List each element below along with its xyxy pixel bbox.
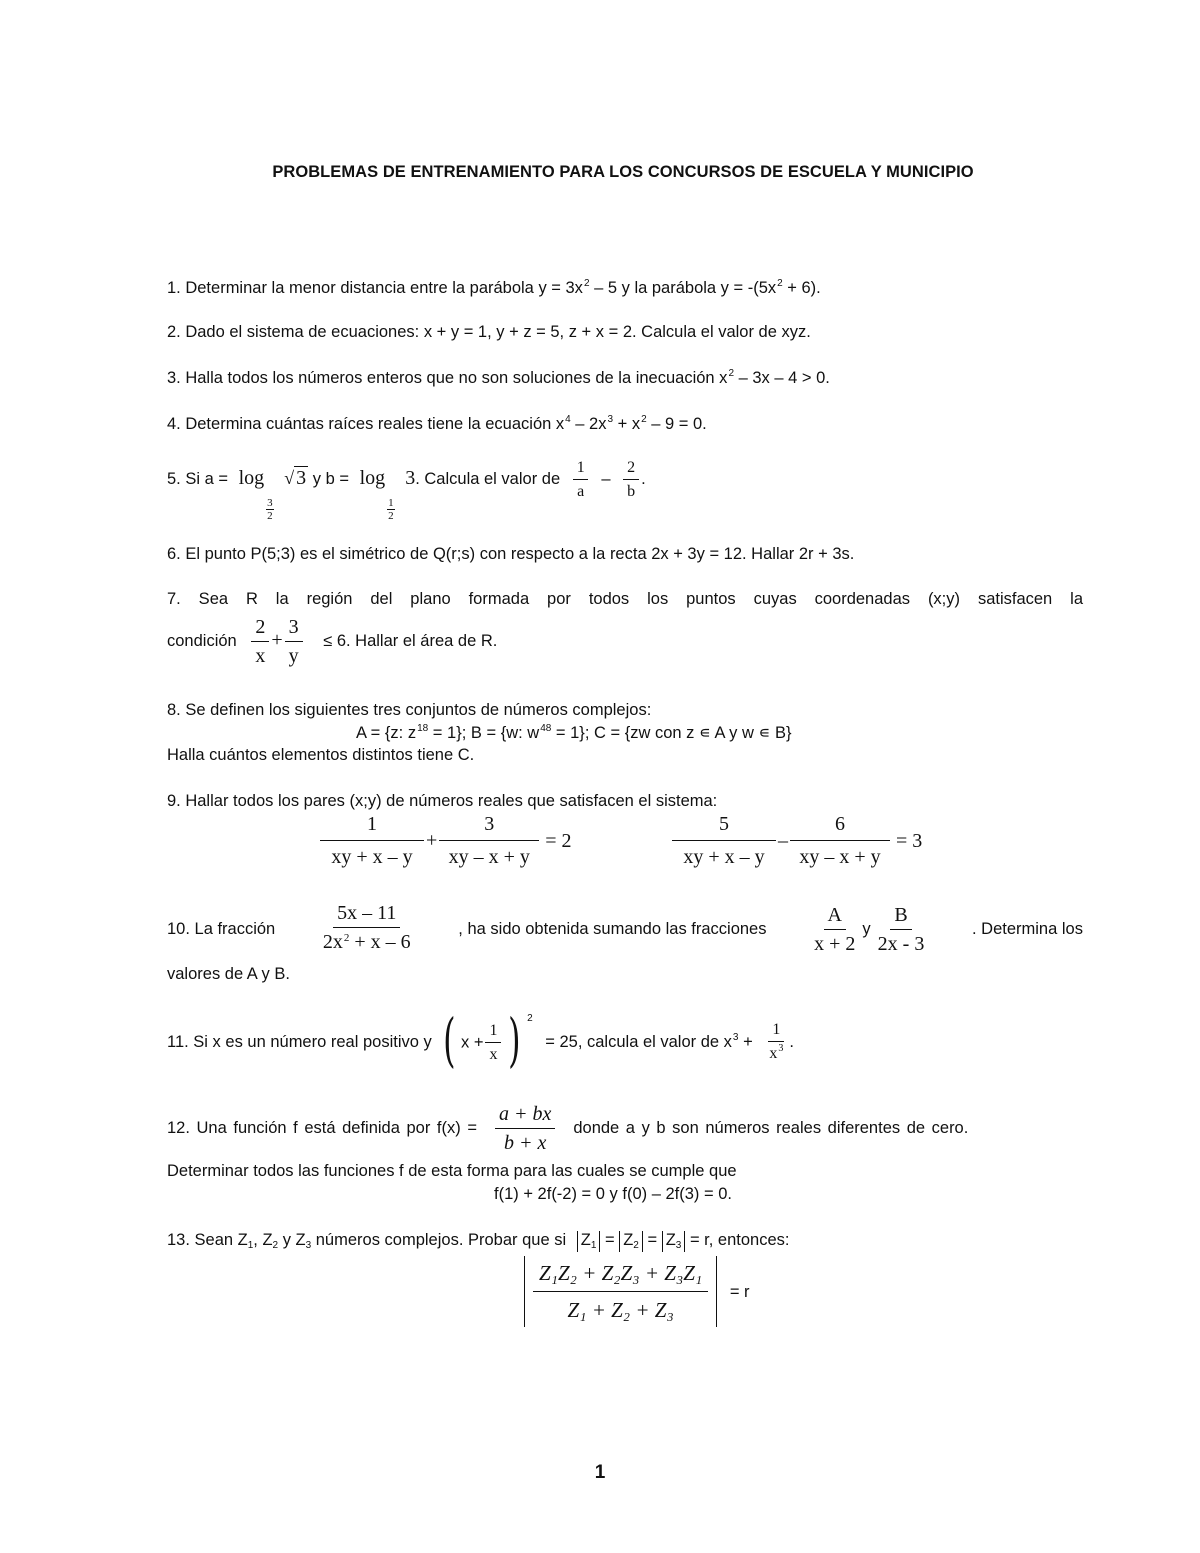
problem-12-line-1: 12. Una función f está definida por f(x) = $\frac{a + bx}{b + x}$ donde a y b son números reales diferentes de cero. [167, 1102, 969, 1154]
problem-1: 1. Determinar la menor distancia entre la parábola $y = 3x^2 - 5$ y la parábola $y = -(5x^2 + 6)$. [167, 278, 821, 297]
sqrt-symbol: √ [284, 468, 295, 488]
abs-z2: $Z_2$ [619, 1231, 643, 1252]
problem-2: 2. Dado el sistema de ecuaciones: x + y = 1, y + z = 5, z + x = 2. Calcula el valor de xyz. [167, 323, 811, 341]
abs-z3: $Z_3$ [662, 1231, 686, 1252]
page-number: 1 [594, 1462, 606, 1483]
fraction-1-over-x: $\frac{1}{x}$ [485, 1021, 501, 1064]
problem-10-line-2: valores de A y B. [167, 965, 290, 983]
fraction-2-over-b: $\frac{2}{b}$ [623, 458, 639, 501]
problem-12-line-2: Determinar todos las funciones f de esta forma para las cuales se cumple que [167, 1162, 737, 1180]
fraction-a-plus-bx: $\frac{a + bx}{b + x}$ [495, 1102, 555, 1155]
problem-10-line-1: 10. La fracción $\frac{5x - 11}{2x^2 + x - 6}$ , ha sido obtenida sumando las fracciones $\frac{A}{x + 2}$ y $\frac{B}{2x - 3}$ . Determina los [167, 900, 1083, 958]
problem-8-sets: A = {z: $z^{18} = 1$}; B = {w: $w^{48} = 1$}; C = {zw con z ∊ A y w ∊ B} [356, 723, 792, 742]
problem-6: 6. El punto P(5;3) es el simétrico de Q(r;s) con respecto a la recta 2x + 3y = 12. Hallar 2r + 3s. [167, 545, 855, 563]
page-title: PROBLEMAS DE ENTRENAMIENTO PARA LOS CONCURSOS DE ESCUELA Y MUNICIPIO [272, 163, 974, 181]
problem-11: 11. Si x es un número real positivo y ( x + $\frac{1}{x}$ ) $^2$ = 25, calcula el valor de $x^3$ + $\frac{1}{x^3}$ . [167, 1005, 794, 1074]
abs-fraction: $\frac{\text{Z₁Z₂ + Z₂Z₃ + Z₃Z₁}}{\text{Z₁ + Z₂ + Z₃}}$ [524, 1256, 717, 1327]
fraction-2-over-x: $\frac{2}{x}$ [251, 615, 269, 668]
problem-9-equation-1: $\frac{1}{xy + x - y}$ + $\frac{3}{xy - x + y}$ = 2 [318, 812, 572, 869]
problem-7-line-1: 7. Sea R la región del plano formada por todos los puntos cuyas coordenadas (x;y) satisfacen la [167, 590, 1083, 608]
fraction-5x-11: $\frac{5x - 11}{2x^2 + x - 6}$ [322, 902, 411, 953]
problem-4: 4. Determina cuántas raíces reales tiene la ecuación $x^4 - 2x^3 + x^2 - 9 = 0$. [167, 414, 707, 433]
problem-3: 3. Halla todos los números enteros que no son soluciones de la inecuación $x^2 - 3x - 4 > 0$. [167, 368, 830, 387]
fraction-b-over-2x-3: $\frac{B}{2x - 3}$ [877, 903, 925, 955]
log-base-1: $\frac{3}{2}$ [267, 497, 273, 522]
fraction-1-over-a: $\frac{1}{a}$ [573, 458, 589, 501]
fraction-1-over-x-cubed: $\frac{1}{x^3}$ [769, 1021, 784, 1063]
problem-13-line-1: 13. Sean $Z_1$, $Z_2$ y $Z_3$ números complejos. Probar que si $Z_1 = Z_2 = Z_3 = r$, entonces: [167, 1231, 790, 1251]
problem-9-equation-2: $\frac{5}{xy + x - y}$ – $\frac{6}{xy - x + y}$ = 3 [670, 812, 922, 869]
fraction-a-over-x-plus-2: $\frac{A}{x + 2}$ [814, 903, 856, 955]
problem-12-conditions: f(1) + 2f(-2) = 0 y f(0) – 2f(3) = 0. [494, 1185, 732, 1203]
problem-8-line-3: Halla cuántos elementos distintos tiene C. [167, 746, 475, 764]
problem-9-line-1: 9. Hallar todos los pares (x;y) de números reales que satisfacen el sistema: [167, 792, 718, 810]
fraction-3-over-y: $\frac{3}{y}$ [285, 615, 303, 668]
problem-5: 5. Si a = log $\frac{3}{2}$ √ 3 y b = log $\frac{1}{2}$ 3. Calcula el valor de $\frac{1}{a}$ – $\frac{2}{b}$ . [167, 459, 646, 522]
problem-13-equation: $\frac{\text{Z₁Z₂ + Z₂Z₃ + Z₃Z₁}}{\text{Z₁ + Z₂ + Z₃}}$ = r [524, 1256, 750, 1327]
problem-8-line-1: 8. Se definen los siguientes tres conjuntos de números complejos: [167, 701, 652, 719]
abs-z1: $Z_1$ [577, 1231, 601, 1252]
problem-7-line-2: condición $\frac{2}{x}$ + $\frac{3}{y}$ ≤ 6. Hallar el área de R. [167, 616, 498, 668]
log-base-2: $\frac{1}{2}$ [388, 497, 394, 522]
